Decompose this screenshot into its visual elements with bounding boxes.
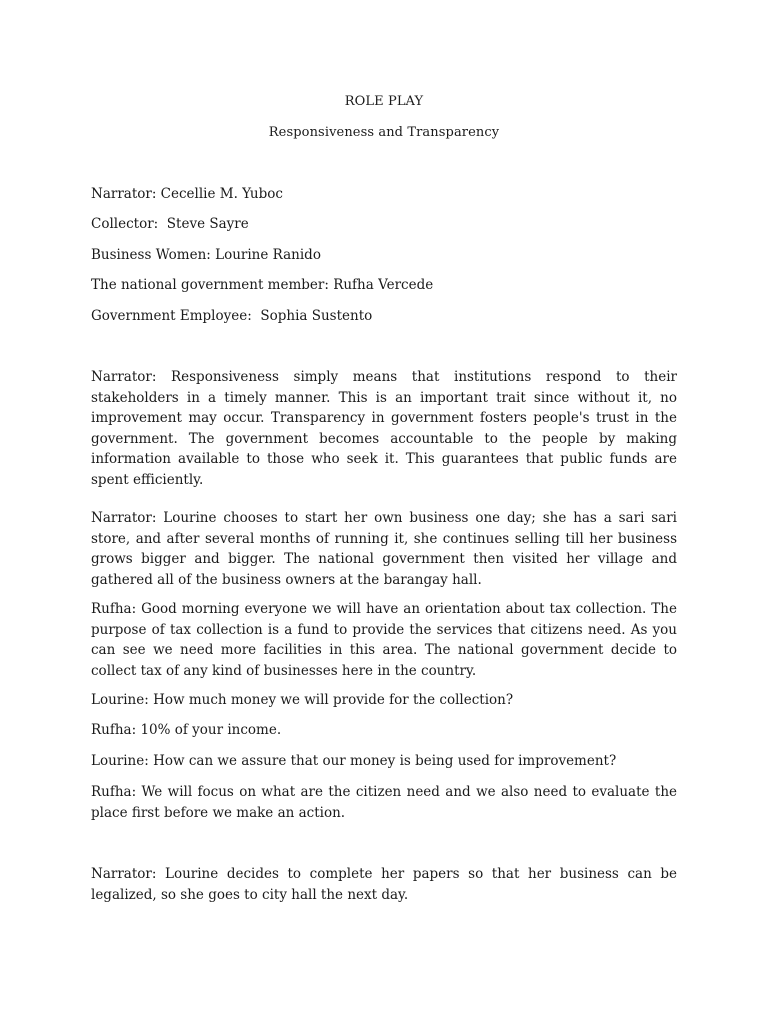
cast-government-employee: Government Employee: Sophia Sustento (91, 308, 373, 324)
line-lourine-question-2: Lourine: How can we assure that our money is being used for improvement? (91, 753, 617, 769)
line-lourine-question-1: Lourine: How much money we will provide for the collection? (91, 692, 514, 708)
line-rufha-answer-1: Rufha: 10% of your income. (91, 722, 282, 738)
cast-collector: Collector: Steve Sayre (91, 216, 249, 232)
paragraph-rufha-orientation: Rufha: Good morning everyone we will have an orientation about tax collection. The purpose of tax collection is a fund to provide the services that citizens need. As you can see we need more facilities in this area. The national government decide to collect tax of any kind of businesses here in the country. (91, 601, 677, 679)
paragraph-intro: Narrator: Responsiveness simply means that institutions respond to their stakeholders in a timely manner. This is an important trait since without it, no improvement may occur. Transparency in government fosters people's trust in the government. The government becomes accountable to the people by making information available to those who seek it. This guarantees that public funds are spent efficiently. (91, 369, 677, 488)
paragraph-rufha-answer-2: Rufha: We will focus on what are the citizen need and we also need to evaluate the place first before we make an action. (91, 784, 677, 821)
document-subtitle: Responsiveness and Transparency (268, 125, 500, 140)
cast-government-member: The national government member: Rufha Vercede (91, 277, 434, 293)
cast-business-woman: Business Women: Lourine Ranido (91, 247, 321, 263)
cast-narrator: Narrator: Cecellie M. Yuboc (91, 186, 283, 202)
paragraph-lourine-papers: Narrator: Lourine decides to complete her papers so that her business can be legalized, so she goes to city hall the next day. (91, 866, 677, 903)
paragraph-lourine-business: Narrator: Lourine chooses to start her own business one day; she has a sari sari store, and after several months of running it, she continues selling till her business grows bigger and bigger. The national government then visited her village and gathered all of the business owners at the barangay hall. (91, 510, 677, 588)
document-title: ROLE PLAY (344, 94, 424, 109)
